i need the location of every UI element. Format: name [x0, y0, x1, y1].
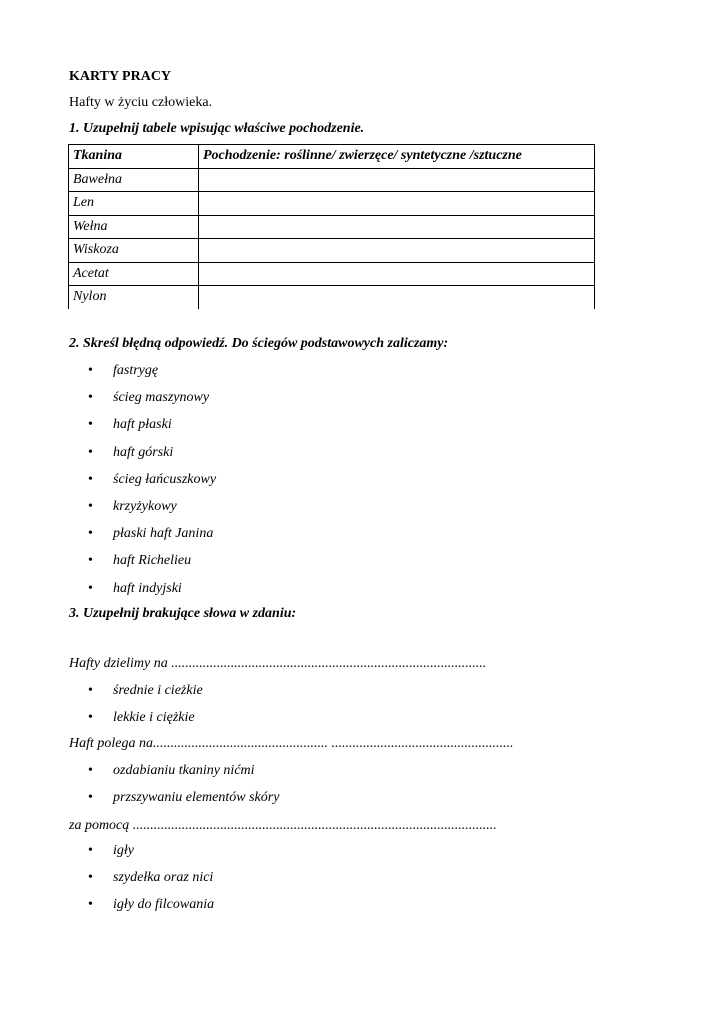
- list-item[interactable]: • średnie i cieżkie: [88, 683, 203, 698]
- list-item[interactable]: • haft Richelieu: [88, 553, 192, 569]
- list-item[interactable]: • płaski haft Janina: [88, 526, 214, 542]
- table-row: [69, 239, 595, 263]
- fabric-cell: Len: [69, 192, 199, 216]
- origin-answer-cell[interactable]: [199, 262, 595, 286]
- bullet-icon: •: [88, 763, 93, 778]
- fabric-cell: Bawełna: [69, 168, 199, 192]
- table-row: [69, 286, 595, 309]
- table-row: [69, 262, 595, 286]
- bullet-icon: •: [88, 843, 93, 858]
- fabric-cell: Wełna: [69, 215, 199, 239]
- task1-heading: 1. Uzupełnij tabele wpisując właściwe pochodzenie.: [69, 121, 365, 136]
- bullet-icon: •: [88, 526, 93, 542]
- origin-answer-cell[interactable]: [199, 168, 595, 192]
- options-list: [0, 763, 724, 817]
- bullet-icon: •: [88, 580, 93, 596]
- bullet-icon: •: [88, 897, 93, 913]
- options-list: [0, 683, 724, 737]
- options-list: [0, 843, 724, 925]
- page-title: KARTY PRACY: [69, 69, 172, 84]
- task3-heading: 3. Uzupełnij brakujące słowa w zdaniu:: [69, 606, 297, 621]
- fabric-cell: Nylon: [69, 286, 199, 309]
- fabric-cell: Wiskoza: [69, 239, 199, 263]
- list-item[interactable]: • krzyżykowy: [88, 498, 177, 514]
- stitch-options-list: [0, 363, 724, 608]
- list-item[interactable]: • przszywaniu elementów skóry: [88, 790, 280, 806]
- column-header-fabric: Tkanina: [69, 145, 199, 169]
- list-item[interactable]: • haft górski: [88, 444, 174, 460]
- list-item[interactable]: • ozdabianiu tkaniny nićmi: [88, 763, 255, 778]
- bullet-icon: •: [88, 553, 93, 569]
- bullet-icon: •: [88, 790, 93, 806]
- table-header-row: [69, 145, 595, 169]
- fabric-origin-table: [68, 144, 595, 309]
- table-row: [69, 192, 595, 216]
- bullet-icon: •: [88, 363, 93, 378]
- page-subtitle: Hafty w życiu człowieka.: [69, 95, 213, 110]
- list-item[interactable]: • szydełka oraz nici: [88, 870, 214, 886]
- bullet-icon: •: [88, 498, 93, 514]
- task2-heading: 2. Skreśl błędną odpowiedź. Do ściegów podstawowych zaliczamy:: [69, 336, 449, 351]
- fabric-cell: Acetat: [69, 262, 199, 286]
- list-item[interactable]: • lekkie i ciężkie: [88, 710, 195, 726]
- list-item[interactable]: • fastrygę: [88, 363, 159, 378]
- bullet-icon: •: [88, 417, 93, 433]
- table-row: [69, 168, 595, 192]
- bullet-icon: •: [88, 471, 93, 487]
- list-item[interactable]: • ścieg łańcuszkowy: [88, 471, 217, 487]
- origin-answer-cell[interactable]: [199, 192, 595, 216]
- bullet-icon: •: [88, 710, 93, 726]
- origin-answer-cell[interactable]: [199, 239, 595, 263]
- bullet-icon: •: [88, 390, 93, 406]
- column-header-origin: Pochodzenie: roślinne/ zwierzęce/ syntetyczne /sztuczne: [199, 145, 595, 169]
- list-item[interactable]: • ścieg maszynowy: [88, 390, 210, 406]
- origin-answer-cell[interactable]: [199, 215, 595, 239]
- list-item[interactable]: • igły: [88, 843, 134, 858]
- list-item[interactable]: • igły do filcowania: [88, 897, 215, 913]
- bullet-icon: •: [88, 444, 93, 460]
- bullet-icon: •: [88, 683, 93, 698]
- list-item[interactable]: • haft indyjski: [88, 580, 182, 596]
- table-row: [69, 215, 595, 239]
- list-item[interactable]: • haft płaski: [88, 417, 172, 433]
- origin-answer-cell[interactable]: [199, 286, 595, 309]
- fill-in-line[interactable]: Haft polega na.................................................. ....................................................: [69, 736, 514, 751]
- fill-in-line[interactable]: Hafty dzielimy na ..........................................................................................: [69, 656, 487, 671]
- bullet-icon: •: [88, 870, 93, 886]
- fill-in-line[interactable]: za pomocą ........................................................................................................: [69, 818, 497, 833]
